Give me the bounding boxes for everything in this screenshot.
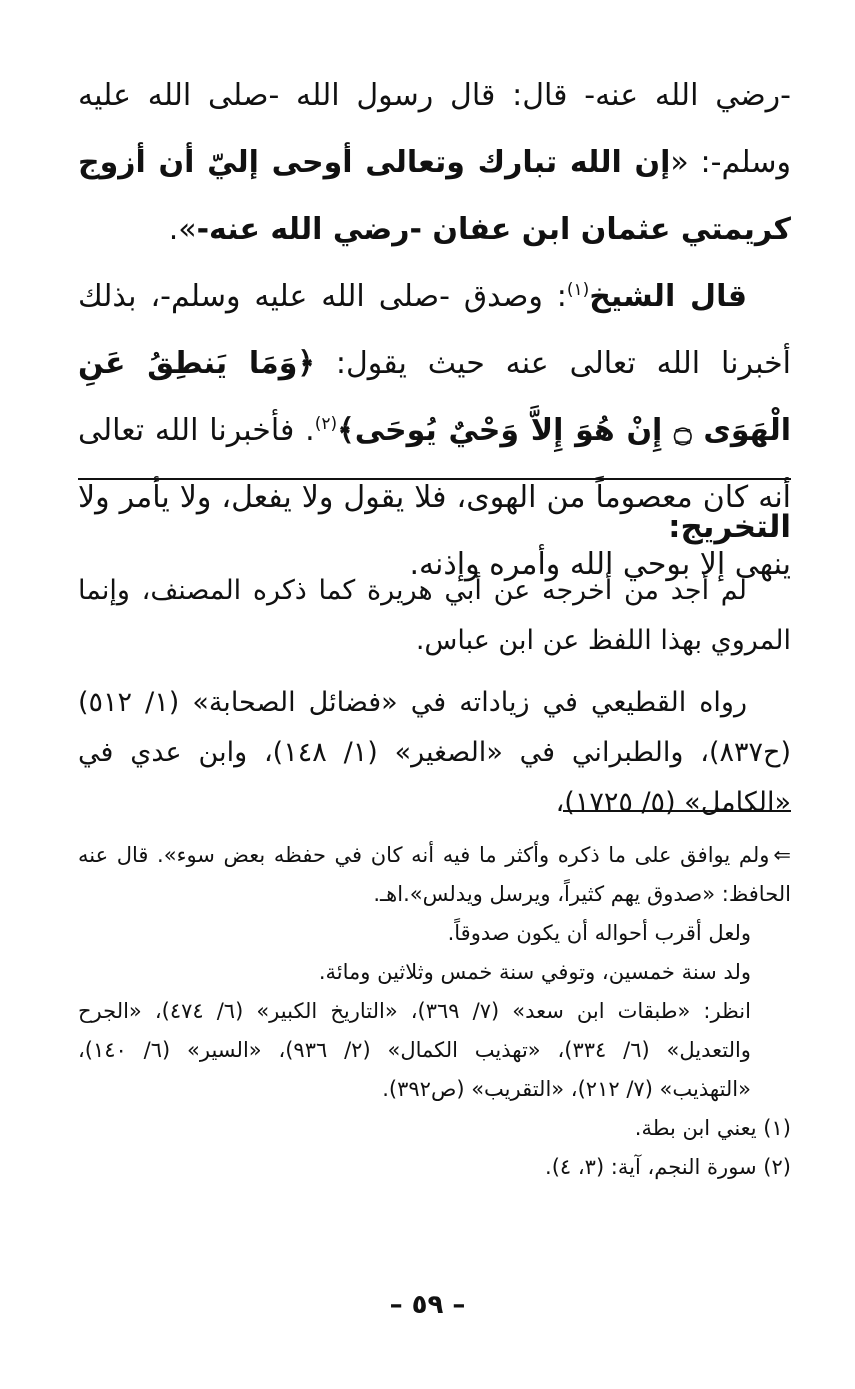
continuation-arrow-icon: ⇐ xyxy=(773,843,791,867)
shaykh-text-1: : وصدق -صلى الله عليه وسلم-، بذلك أخبرنا الله تعالى عنه حيث يقول: xyxy=(78,279,792,381)
page-number: – ٥٩ – xyxy=(389,1290,466,1320)
hadith-intro: -رضي الله عنه- قال: قال رسول الله -صلى الله عليه وسلم-: « xyxy=(78,78,791,180)
takhrij-paragraph-2: رواه القطيعي في زياداته في «فضائل الصحابة» (١/ ٥١٢) (ح٨٣٧)، والطبراني في «الصغير» (١/ ١٤٨)، وابن عدي في «الكامل» (٥/ ١٧٢٥)، xyxy=(78,687,791,818)
shaykh-text-2: . فأخبرنا الله تعالى أنه كان معصوماً من الهوى، فلا يقول ولا يفعل، ولا يأمر ولا ينهى إلا بوحي الله وأمره وإذنه. xyxy=(78,413,791,582)
footnote-ref-1: (١) xyxy=(566,280,590,300)
footnotes xyxy=(78,836,791,1187)
takhrij-section xyxy=(78,566,791,840)
footnote-line: ولد سنة خمسين، وتوفي سنة خمس وثلاثين ومائة. xyxy=(318,960,751,984)
section-divider xyxy=(78,478,791,480)
footnote-divider xyxy=(563,810,791,812)
footnote-ref-2: (٢) xyxy=(314,414,338,434)
shaykh-label: قال الشيخ xyxy=(589,279,747,314)
hadith-text: إن الله تبارك وتعالى أوحى إليّ أن أزوج كريمتي عثمان ابن عفان -رضي الله عنه- xyxy=(78,145,791,247)
footnote-line: ولعل أقرب أحواله أن يكون صدوقاً. xyxy=(447,921,751,945)
quran-verse: ﴿وَمَا يَنطِقُ عَنِ الْهَوَى ۝ إِنْ هُوَ إِلاَّ وَحْيٌ يُوحَى﴾ xyxy=(78,346,791,448)
footnote-1: (١) يعني ابن بطة. xyxy=(634,1116,791,1140)
hadith-end: ». xyxy=(168,212,197,247)
takhrij-heading: التخريج: xyxy=(668,509,791,545)
footnote-references: انظر: «طبقات ابن سعد» (٧/ ٣٦٩)، «التاريخ الكبير» (٦/ ٤٧٤)، «الجرح والتعديل» (٦/ ٣٣٤)، «تهذيب الكمال» (٢/ ٩٣٦)، «السير» (٦/ ١٤٠)، «التهذيب» (٧/ ٢١٢)، «التقريب» (ص٣٩٢). xyxy=(78,999,751,1101)
footnote-continuation-text: ولم يوافق على ما ذكره وأكثر ما فيه أنه كان في حفظه بعض سوء». قال عنه الحافظ: «صدوق يهم كثيراً، ويرسل ويدلس».اهـ. xyxy=(78,843,791,906)
footnote-continuation xyxy=(78,836,791,914)
footnote-2: (٢) سورة النجم، آية: (٣، ٤). xyxy=(545,1155,791,1179)
paragraph-hadith xyxy=(78,62,791,263)
takhrij-paragraph-1: لم أجد من أخرجه عن أبي هريرة كما ذكره المصنف، وإنما المروي بهذا اللفظ عن ابن عباس. xyxy=(78,575,791,656)
